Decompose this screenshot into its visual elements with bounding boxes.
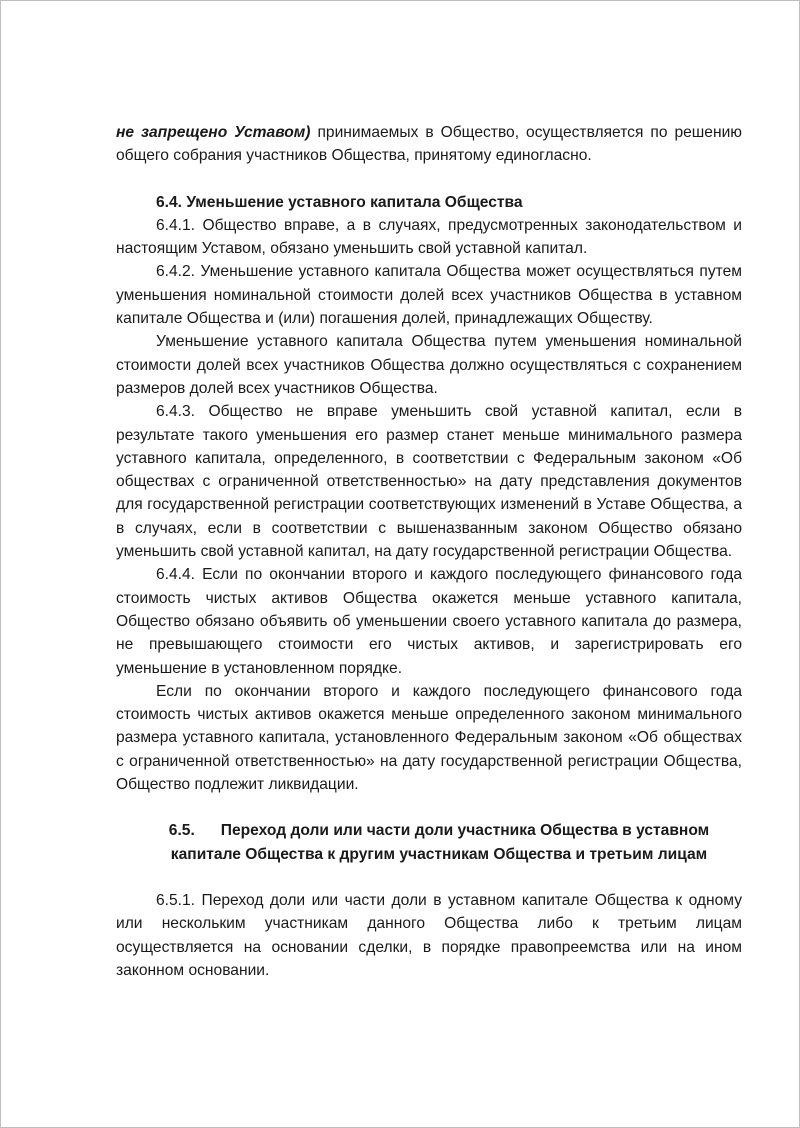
paragraph-6-4-2: 6.4.2. Уменьшение уставного капитала Общества может осуществляться путем уменьшения номинальной стоимости долей всех участников Общества в уставном капитале Общества и (или) погашения долей, принадлежащих Обществу. (116, 263, 742, 328)
intro-text: принимаемых в Общество, осуществляется по решению общего собрания участников Общества, принятому единогласно. (116, 124, 743, 165)
section-6-5-heading (116, 819, 742, 866)
intro-paragraph (116, 121, 742, 168)
section-6-5-title: Переход доли или части доли участника Общества в уставном капитале Общества к другим участникам Общества и третьим лицам (170, 822, 710, 863)
intro-emphasis: не запрещено Уставом) (116, 124, 311, 141)
paragraph-6-4-4-cont: Если по окончании второго и каждого последующего финансового года стоимость чистых активов окажется меньше определенного законом минимального размера уставного капитала, установленного Федеральным законом «Об обществах с ограниченной ответственностью» на дату государственной регистрации Общества, Общество подлежит ликвидации. (116, 682, 742, 794)
section-6-5-number: 6.5. (168, 822, 195, 840)
paragraph-6-4-1: 6.4.1. Общество вправе, а в случаях, предусмотренных законодательством и настоящим Уставом, обязано уменьшить свой уставной капитал. (116, 216, 742, 258)
paragraph-6-4-2-cont: Уменьшение уставного капитала Общества путем уменьшения номинальной стоимости долей всех участников Общества должно осуществляться с сохранением размеров долей всех участников Общества. (116, 333, 742, 397)
paragraph-6-4-3: 6.4.3. Общество не вправе уменьшить свой уставной капитал, если в результате такого уменьшения его размер станет меньше минимального размера уставного капитала, определенного, в соответствии с Федеральным законом «Об обществах с ограниченной ответственностью» на дату представления документов для государственной регистрации соответствующих изменений в Уставе Общества, а в случаях, если в соответствии с вышеназванным законом Общество обязано уменьшить свой уставной капитал, на дату государственной регистрации Общества. (116, 403, 742, 561)
paragraph-6-4-4: 6.4.4. Если по окончании второго и каждого последующего финансового года стоимость чистых активов Общества окажется меньше уставного капитала, Общество обязано объявить об уменьшении своего уставного капитала до размера, не превышающего стоимости его чистых активов, и зарегистрировать его уменьшение в установленном порядке. (116, 566, 742, 677)
section-6-4-heading: 6.4. Уменьшение уставного капитала Общества (156, 193, 523, 211)
paragraph-6-5-1: 6.5.1. Переход доли или части доли в уставном капитале Общества к одному или нескольким участникам данного Общества либо к третьим лицам осуществляется на основании сделки, в порядке правопреемства или на ином законном основании. (116, 891, 742, 979)
document-body (116, 121, 742, 982)
